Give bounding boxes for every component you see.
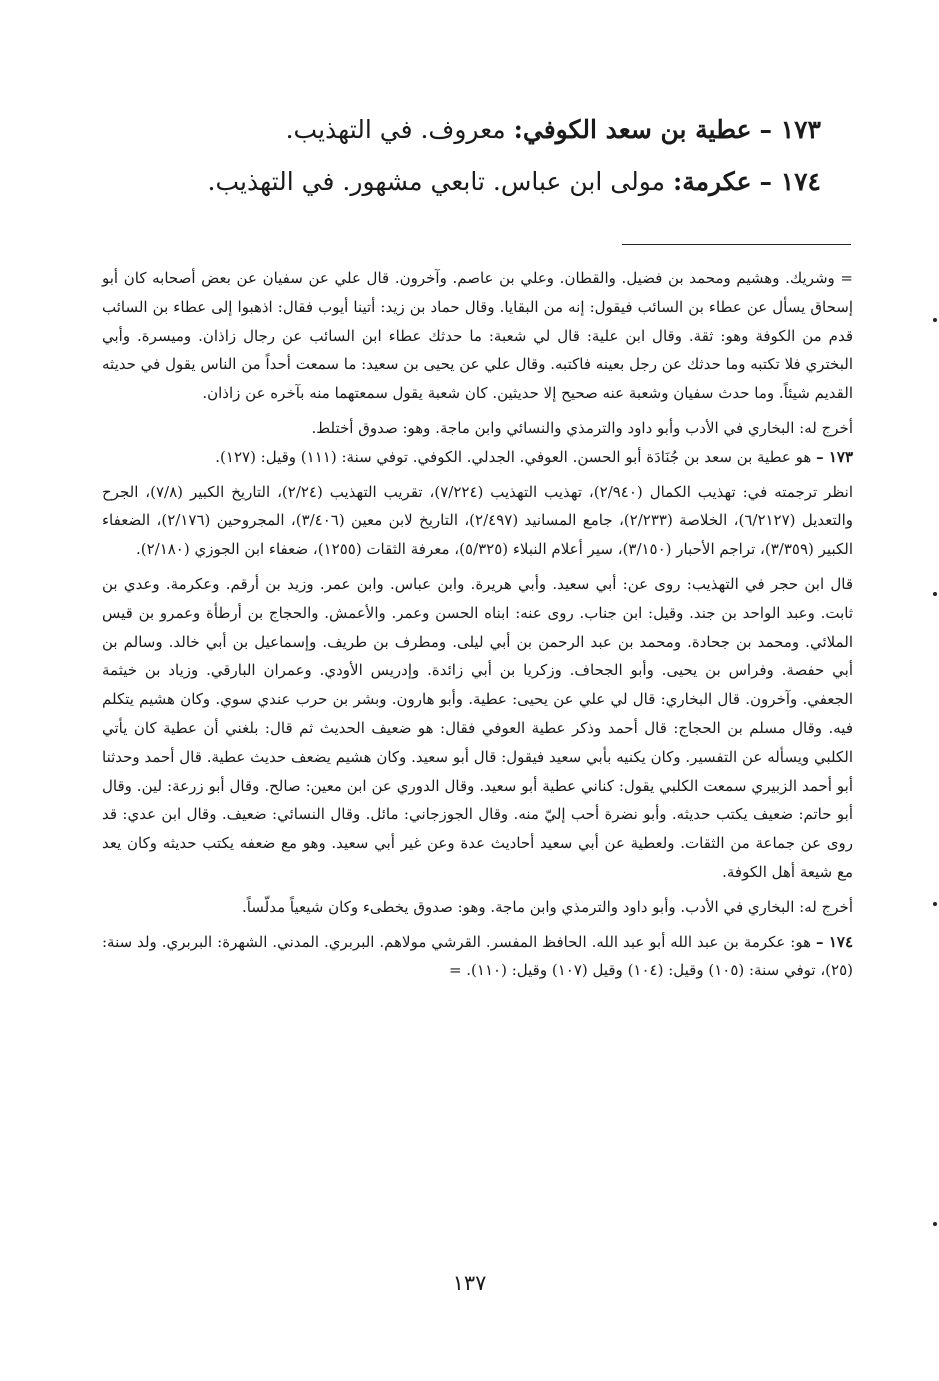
page-number: ١٣٧ [452,1271,487,1295]
entry-number: ١٧٤ – [759,167,821,196]
footnote-paragraph: أخرج له: البخاري في الأدب. وأبو داود والترمذي وابن ماجة. وهو: صدوق يخطىء وكان شيعياً مدلّساً. [241,897,853,916]
margin-dot [933,902,937,906]
entry-text: معروف. في التهذيب. [285,115,506,144]
footnote-entry [102,443,853,472]
footnotes [102,264,853,985]
entry-name: عكرمة: [672,167,752,196]
footnote-paragraph: = وشريك. وهشيم ومحمد بن فضيل. والقطان. وعلي بن عاصم. وآخرون. قال علي عن سفيان عن بعض أصحابه كان أبو إسحاق يسأل عن عطاء بن السائب فيقول: إنه من البقايا. وقال حماد بن زيد: أتينا أيوب فقال: اذهبوا إلى عطاء بن السائب قدم من الكوفة وهو: ثقة. وقال ابن علية: قال لي شعبة: ما حدثك عطاء ابن السائب عن رجال زاذان. وميسرة. وأبي البختري فلا تكتبه وما حدثك عن رجل بعينه فاكتبه. وقال علي عن يحيى بن سعيد: ما سمعت أحداً من الناس يقول في حديثه القديم شيئاً. وما حدث سفيان وشعبة عنه صحيح إلا حديثين. كان شعبة يقول سمعتهما منه بآخره عن زاذان. [102,269,853,403]
entry-name: عطية بن سعد الكوفي: [513,115,752,144]
main-entry [150,156,821,208]
footnote-entry [102,928,853,986]
footnote-paragraph: قال ابن حجر في التهذيب: روى عن: أبي سعيد. وأبي هريرة. وابن عباس. وابن عمر. وزيد بن أرقم. وعكرمة. وعدي بن ثابت. وعبد الواحد بن جند. وقيل: ابن جناب. روى عنه: ابناه الحسن وعمر. والأعمش. والحجاج بن أرطأة وعمرو بن قيس الملائي. ومحمد بن جحادة. ومحمد بن عبد الرحمن بن أبي ليلى. ومطرف بن طريف. وإسماعيل بن أبي خالد. وسالم بن أبي حفصة. وفراس بن يحيى. وأبو الجحاف. وزكريا بن أبي زائدة. وإدريس الأودي. وعمران البارقي. وزياد بن خيثمة الجعفي. وآخرون. قال البخاري: قال لي علي عن يحيى: عطية. وأبو هارون. وبشر بن حرب عندي سوي. وكان هشيم يتكلم فيه. وقال مسلم بن الحجاج: قال أحمد وذكر عطية العوفي فقال: هو ضعيف الحديث ثم قال: بلغني أن عطية كان يأتي الكلبي ويسأله عن التفسير. وكان يكنيه بأبي سعيد فيقول: قال أبو سعيد. وكان هشيم يضعف حديث عطية. قال أحمد وحدثنا أبو أحمد الزبيري سمعت الكلبي يقول: كناني عطية أبو سعيد. وقال الدوري عن ابن معين: صالح. وقال أبو زرعة: لين. وقال أبو حاتم: ضعيف يكتب حديثه. وأبو نضرة أحب إليّ منه. وقال الجوزجاني: مائل. وقال النسائي: ضعيف. وقال ابن عدي: قد روى عن جماعة من الثقات. ولعطية عن أبي سعيد أحاديث عدة وعن غير أبي سعيد. وهو مع ضعفه يكتب حديثه وكان يعد مع شيعة أهل الكوفة. [102,574,853,881]
main-entry [150,104,821,156]
footnote-divider [622,244,851,245]
margin-dot [933,1222,937,1226]
footnote-paragraph: أخرج له: البخاري في الأدب وأبو داود والترمذي والنسائي وابن ماجة. وهو: صدوق أختلط. [311,418,853,437]
footnote-number: ١٧٣ – [816,447,853,466]
entry-text: مولى ابن عباس. تابعي مشهور. في التهذيب. [207,167,666,196]
footnote-number: ١٧٤ – [815,932,853,951]
entry-number: ١٧٣ – [759,115,821,144]
footnote-paragraph: انظر ترجمته في: تهذيب الكمال (٢/٩٤٠)، تهذيب التهذيب (٧/٢٢٤)، تقريب التهذيب (٢/٢٤)، التاريخ الكبير (٧/٨)، الجرح والتعديل (٦/٢١٢٧)، الخلاصة (٢/٢٣٣)، جامع المسانيد (٢/٤٩٧)، التاريخ لابن معين (٣/٤٠٦)، المجروحين (٢/١٧٦)، الضعفاء الكبير (٣/٣٥٩)، تراجم الأحبار (٣/١٥٠)، سير أعلام النبلاء (٥/٣٢٥)، معرفة الثقات (١٢٥٥)، ضعفاء ابن الجوزي (٢/١٨٠). [102,482,854,559]
margin-dot [933,318,937,322]
margin-dot [933,592,937,596]
footnote-text: هو عطية بن سعد بن جُنَادَة أبو الحسن. العوفي. الجدلي. الكوفي. توفي سنة: (١١١) وقيل: (١٢٧). [215,447,812,466]
footnote-text: هو: عكرمة بن عبد الله أبو عبد الله. الحافظ المفسر. القرشي مولاهم. البربري. المدني. الشهرة: البربري. ولد سنة: (٢٥)، توفي سنة: (١٠٥) وقيل: (١٠٤) وقيل (١٠٧) وقيل: (١١٠). = [102,932,853,980]
main-entries [150,104,821,208]
